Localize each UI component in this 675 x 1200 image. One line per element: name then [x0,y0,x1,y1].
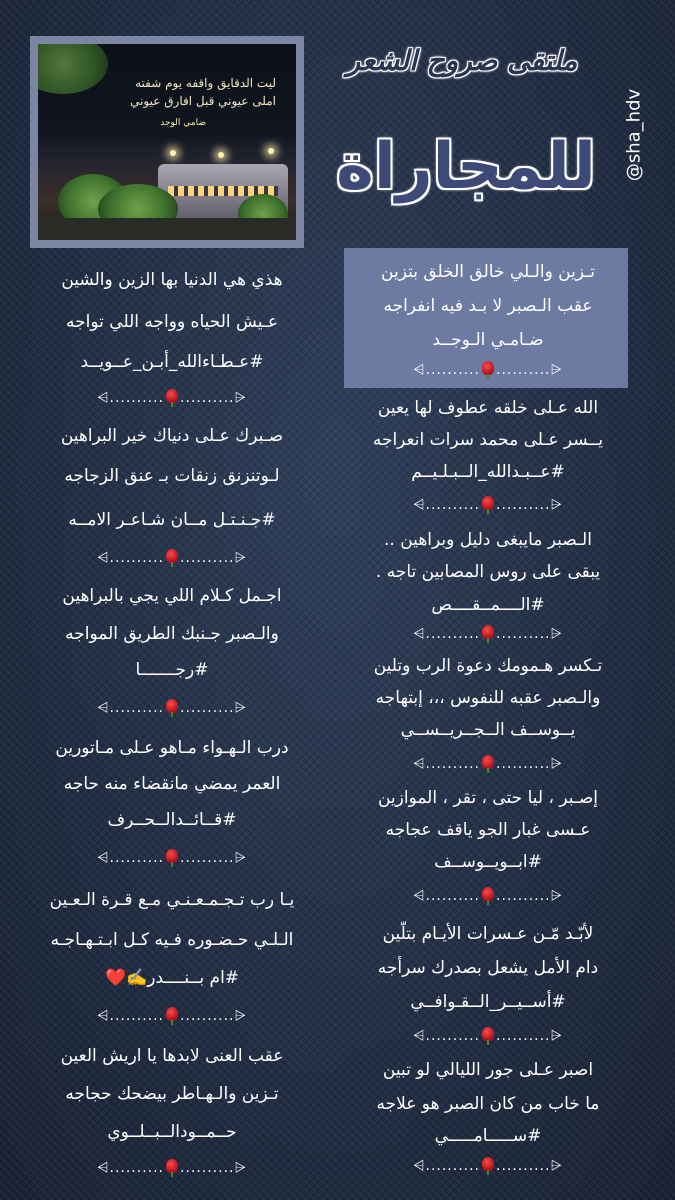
verse-line: تـزين والـهـاطر بيضحك حجاجه [65,1084,279,1104]
rose-icon [482,1157,494,1171]
rose-separator: ⩤.......... ..........⩥ [97,1160,247,1176]
verse-line: والـصبر عقبه للنفوس ،،، إبتهاجه [375,688,601,708]
verse-line: عـسى غبار الجو ياقف عجاجه [385,820,591,840]
verse-line: عقب العنى لابدها يا اريش العين [60,1046,284,1066]
poet-signature: #رجـــــــا [135,660,209,680]
rose-icon [166,389,178,403]
verse-line: اصبر عـلى جور الليالي لو تبين [382,1060,594,1080]
poet-signature: #الــــمــقــــص [431,595,545,615]
rose-icon [482,361,494,375]
rose-separator: ⩤.......... ..........⩥ [413,626,563,642]
photo-caption-line1: ليت الدقايق واقفه يوم شفته [135,76,276,90]
rose-separator: ⩤.......... ..........⩥ [97,390,247,406]
verse-line: الـلـي حـضـوره فـيه كـل ابـتـهـاجـه [50,930,294,950]
verse-line: يبقى على روس المصابين تاجه . [375,562,601,582]
rose-separator: ⩤.......... ..........⩥ [97,1008,247,1024]
verse-line: الـصبر مايبغى دليل وبراهين .. [384,530,592,550]
photo-caption-line2: املى عيوني قبل افارق عيوني [130,94,276,108]
rose-icon [482,755,494,769]
rose-separator: ⩤.......... ..........⩥ [413,756,563,772]
rose-icon [482,887,494,901]
rose-separator: ⩤.......... ..........⩥ [413,888,563,904]
rose-icon [482,625,494,639]
verse-line: إصـبر ، ليا حتى ، تقر ، الموازين [377,788,599,808]
main-title: للمجاراة [336,130,596,204]
verse-line: يــسر عـلى محمد سرات انعراجه [372,430,604,450]
verse-line: هذي هي الدنيا بها الزين والشين [61,270,283,290]
right-verses-column [346,0,630,1200]
verse-line: والـصبر جـنبك الطريق المواجه [65,624,279,644]
rose-icon [482,496,494,510]
verse-line: لأبّـد مّـن عـسرات الأيـام بتلّين [382,924,594,944]
rose-icon [166,1007,178,1021]
verse-line: تـزين والـلي خالق الخلق بتزين [381,262,595,282]
verse-line: الله عـلى خلقه عطوف لها يعين [377,398,599,418]
poet-signature: #قــائــدالــحــرف [107,810,237,830]
poet-signature: #ســـــامـــــي [434,1126,542,1146]
rose-icon [482,1027,494,1041]
poet-signature: #ابــويــوســف [434,852,542,872]
poet-signature: #ام بــنــــدر✍️❤️ [104,968,240,988]
verse-line: لـوتنزنق زنقات بـ عنق الزجاجه [64,466,280,486]
poet-signature: يــوســف الــجــريــســي [400,720,576,740]
forum-title: ملتقى صروح الشعر [346,44,578,77]
verse-line: تـكسر هـمومك دعوة الرب وتلين [373,656,603,676]
verse-line: يـا رب تـجـمـعـنـي مـع قـرة الـعـين [49,890,295,910]
verse-line: عـيش الحياه وواجه اللي تواجه [66,312,278,332]
rose-icon [166,1159,178,1173]
verse-line: ما خاب من كان الصبر هو علاجه [376,1094,600,1114]
rose-icon [166,549,178,563]
rose-separator: ⩤.......... ..........⩥ [97,700,247,716]
verse-line: العمر يمضي مانقضاء منه حاجه [63,774,281,794]
photo-caption-author: ضامي الوجد [160,118,206,128]
rose-icon [166,699,178,713]
rose-separator: ⩤.......... ..........⩥ [97,850,247,866]
rose-icon [166,849,178,863]
poet-signature: ضـامـي الـوجــد [432,330,544,350]
rose-separator: ⩤.......... ..........⩥ [413,497,563,513]
account-handle: @sha_hdv [623,88,645,182]
rose-separator: ⩤.......... ..........⩥ [97,550,247,566]
verse-line: عقب الـصبر لا بـد فيه انفراجه [383,296,593,316]
left-verses-column [16,0,328,1200]
verse-line: صـبرك عـلى دنياك خير البراهين [60,426,284,446]
verse-line: اجـمل كـلام اللي يجي بالبراهين [62,586,282,606]
poet-signature: #أســيــر_الــقـوافــي [410,992,566,1012]
poet-signature: #جـنـتـل مــان شـاعـر الامــه [68,510,276,530]
verse-line: دام الأمل يشعل بصدرك سرأجه [377,958,599,978]
rose-separator: ⩤.......... ..........⩥ [413,1028,563,1044]
rose-separator: ⩤.......... ..........⩥ [413,362,563,378]
poet-signature: #عـطـاءالله_أبـن_عــويــد [80,352,264,372]
poet-signature: حــمــودالــبــلــوي [107,1122,237,1142]
verse-line: درب الـهـواء مـاهو عـلى مـاتورين [55,738,289,758]
poet-signature: #عــبـدالله_الــبـلـيــم [411,462,565,482]
rose-separator: ⩤.......... ..........⩥ [413,1158,563,1174]
